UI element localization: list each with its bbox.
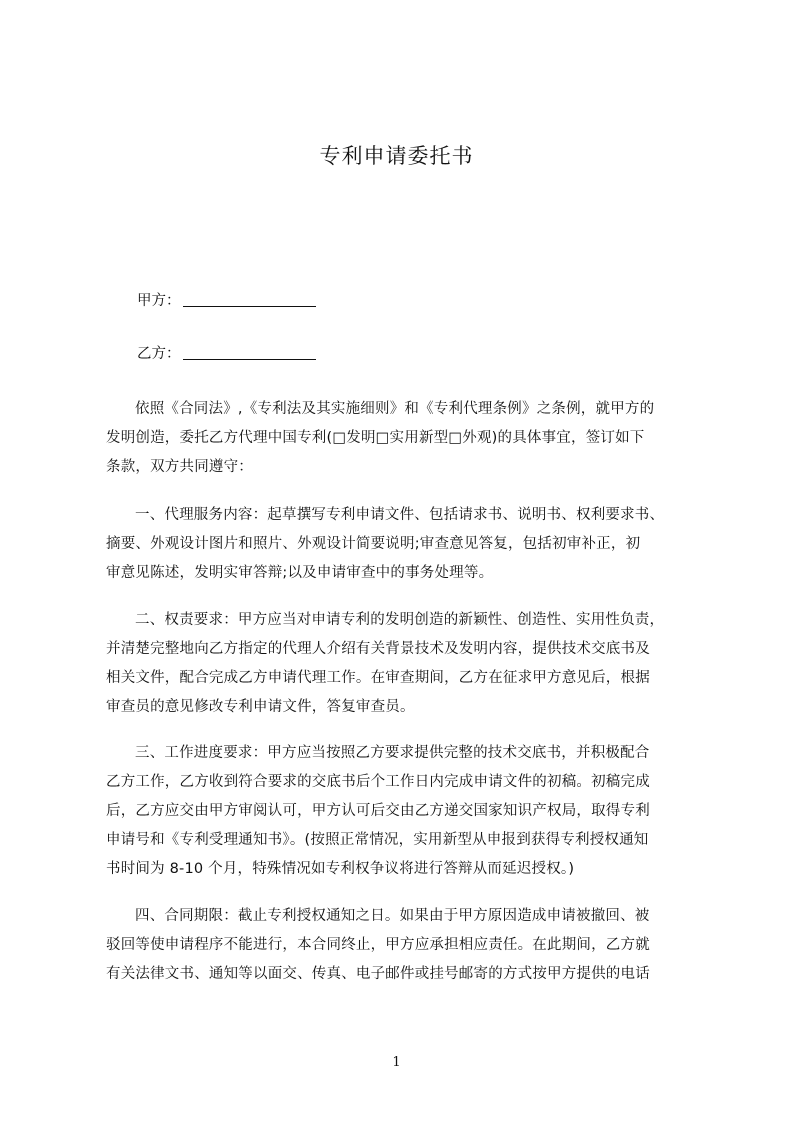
page-number: 1	[392, 1055, 401, 1070]
paragraph-line: 有关法律文书、通知等以面交、传真、电子邮件或挂号邮寄的方式按甲方提供的电话	[106, 966, 650, 982]
paragraph-term	[106, 902, 706, 989]
paragraph-intro	[106, 395, 706, 482]
party-b-field	[137, 344, 316, 364]
party-b-blank	[183, 345, 316, 360]
party-a-field	[137, 291, 316, 311]
party-a-blank	[183, 292, 316, 307]
paragraph-line: 发明创造，委托乙方代理中国专利(□发明□实用新型□外观)的具体事宜，签订如下	[106, 430, 645, 446]
paragraph-line: 依照《合同法》,《专利法及其实施细则》和《专利代理条例》之条例，就甲方的	[135, 401, 655, 417]
paragraph-line: 摘要、外观设计图片和照片、外观设计简要说明;审查意见答复，包括初审补正，初	[106, 536, 641, 552]
paragraph-line: 一、代理服务内容：起草撰写专利申请文件、包括请求书、说明书、权利要求书、	[135, 507, 665, 523]
paragraph-line: 四、合同期限：截止专利授权通知之日。如果由于甲方原因造成申请被撤回、被	[135, 908, 650, 924]
paragraph-responsibilities	[106, 606, 706, 722]
paragraph-line: 后，乙方应交由甲方审阅认可，甲方认可后交由乙方递交国家知识产权局，取得专利	[106, 803, 650, 819]
party-b-label: 乙方：	[137, 346, 181, 362]
paragraph-line: 相关文件，配合完成乙方申请代理工作。在审查期间，乙方在征求甲方意见后，根据	[106, 670, 650, 686]
party-a-label: 甲方：	[137, 293, 181, 309]
paragraph-line: 审意见陈述，发明实审答辩;以及申请审查中的事务处理等。	[106, 565, 494, 581]
paragraph-line: 二、权责要求：甲方应当对申请专利的发明创造的新颖性、创造性、实用性负责，	[135, 612, 665, 628]
paragraph-line: 书时间为 8-10 个月，特殊情况如专利权争议将进行答辩从而延迟授权。)	[106, 861, 575, 877]
paragraph-line: 审查员的意见修改专利申请文件，答复审查员。	[106, 699, 415, 715]
document-title: 专利申请委托书	[319, 144, 474, 168]
paragraph-line: 申请号和《专利受理通知书》。(按照正常情况，实用新型从申报到获得专利授权通知	[106, 832, 649, 848]
paragraph-service-content	[106, 501, 706, 588]
paragraph-line: 并清楚完整地向乙方指定的代理人介绍有关背景技术及发明内容，提供技术交底书及	[106, 641, 650, 657]
paragraph-progress	[106, 739, 706, 884]
paragraph-line: 驳回等使申请程序不能进行，本合同终止，甲方应承担相应责任。在此期间，乙方就	[106, 937, 650, 953]
paragraph-line: 条款，双方共同遵守：	[106, 459, 253, 475]
paragraph-line: 三、工作进度要求：甲方应当按照乙方要求提供完整的技术交底书，并积极配合	[135, 745, 650, 761]
paragraph-line: 乙方工作，乙方收到符合要求的交底书后个工作日内完成申请文件的初稿。初稿完成	[106, 774, 650, 790]
